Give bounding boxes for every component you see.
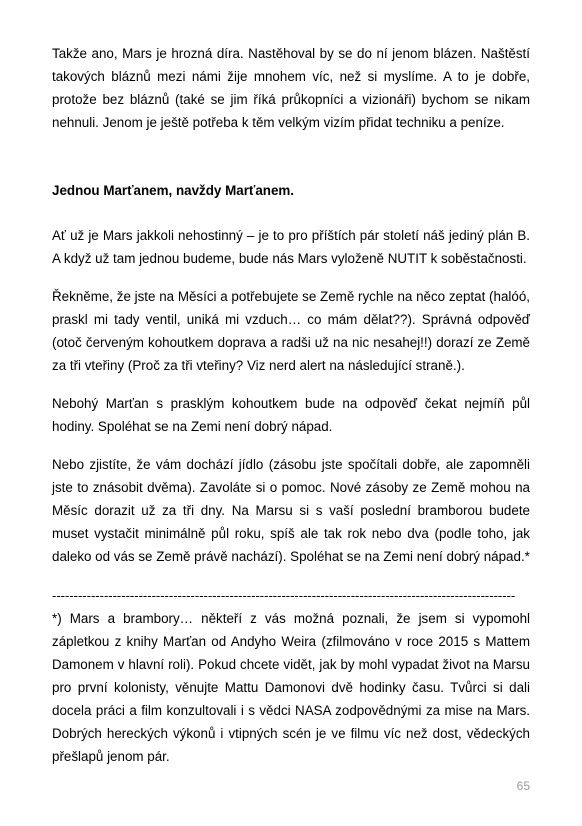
paragraph-food-supply: Nebo zjistíte, že vám dochází jídlo (zásobu jste spočítali dobře, ale zapomněli jste to znásobit dvěma). Zavoláte si o pomoc. Nové zásoby ze Země mohou na Měsíc dorazit už za tři dny. Na Marsu si s vaší poslední bramborou budete muset vystačit minimálně půl roku, spíš ale tak rok nebo dva (podle toho, jak daleko od vás se Země právě nachází). Spoléhat se na Zemi není dobrý nápad.* <box>52 457 530 564</box>
paragraph-moon-question: Řekněme, že jste na Měsíci a potřebujete se Země rychle na něco zeptat (halóó, praskl mi tady ventil, uniká mi vzduch… co mám dělat??). Správná odpověď (otoč červeným kohoutkem doprava a radši už na nic nesahej!!) dorazí ze Země za tři vteřiny (Proč za tři vteřiny? Viz nerd alert na následující straně.). <box>52 289 530 373</box>
paragraph-intro: Takže ano, Mars je hrozná díra. Nastěhoval by se do ní jenom blázen. Naštěstí takových bláznů mezi námi žije mnohem víc, než si myslíme. A to je dobře, protože bez bláznů (také se jim říká průkopníci a vizionáři) bychom se nikam nehnuli. Jenom je ještě potřeba k těm velkým vizím přidat techniku a peníze. <box>52 46 530 130</box>
page-content <box>52 42 530 768</box>
paragraph-plan-b: Ať už je Mars jakkoli nehostinný – je to pro příštích pár století náš jediný plán B. A když už tam jednou budeme, bude nás Mars vyloženě NUTIT k soběstačnosti. <box>52 228 530 266</box>
page-number: 65 <box>516 779 530 793</box>
footnote: *) Mars a brambory… někteří z vás možná poznali, že jsem si vypomohl zápletkou z knihy Marťan od Andyho Weira (zfilmováno v roce 2015 s Mattem Damonem v hlavní roli). Pokud chcete vidět, jak by mohl vypadat život na Marsu pro první kolonisty, věnujte Mattu Damonovi dvě hodinky času. Tvůrci si dali docela práci a film konzultovali i s vědci NASA zodpovědnými za mise na Mars. Dobrých hereckých výkonů i vtipných scén je ve filmu víc než dost, vědeckých přešlapů jenom pár. <box>52 611 530 764</box>
section-heading: Jednou Marťanem, navždy Marťanem. <box>52 183 295 198</box>
footnote-separator: ----------------------------------------------------------------------------------------------------------- <box>52 588 516 603</box>
paragraph-martian-wait: Nebohý Marťan s prasklým kohoutkem bude na odpověď čekat nejmíň půl hodiny. Spoléhat se na Zemi není dobrý nápad. <box>52 396 530 434</box>
